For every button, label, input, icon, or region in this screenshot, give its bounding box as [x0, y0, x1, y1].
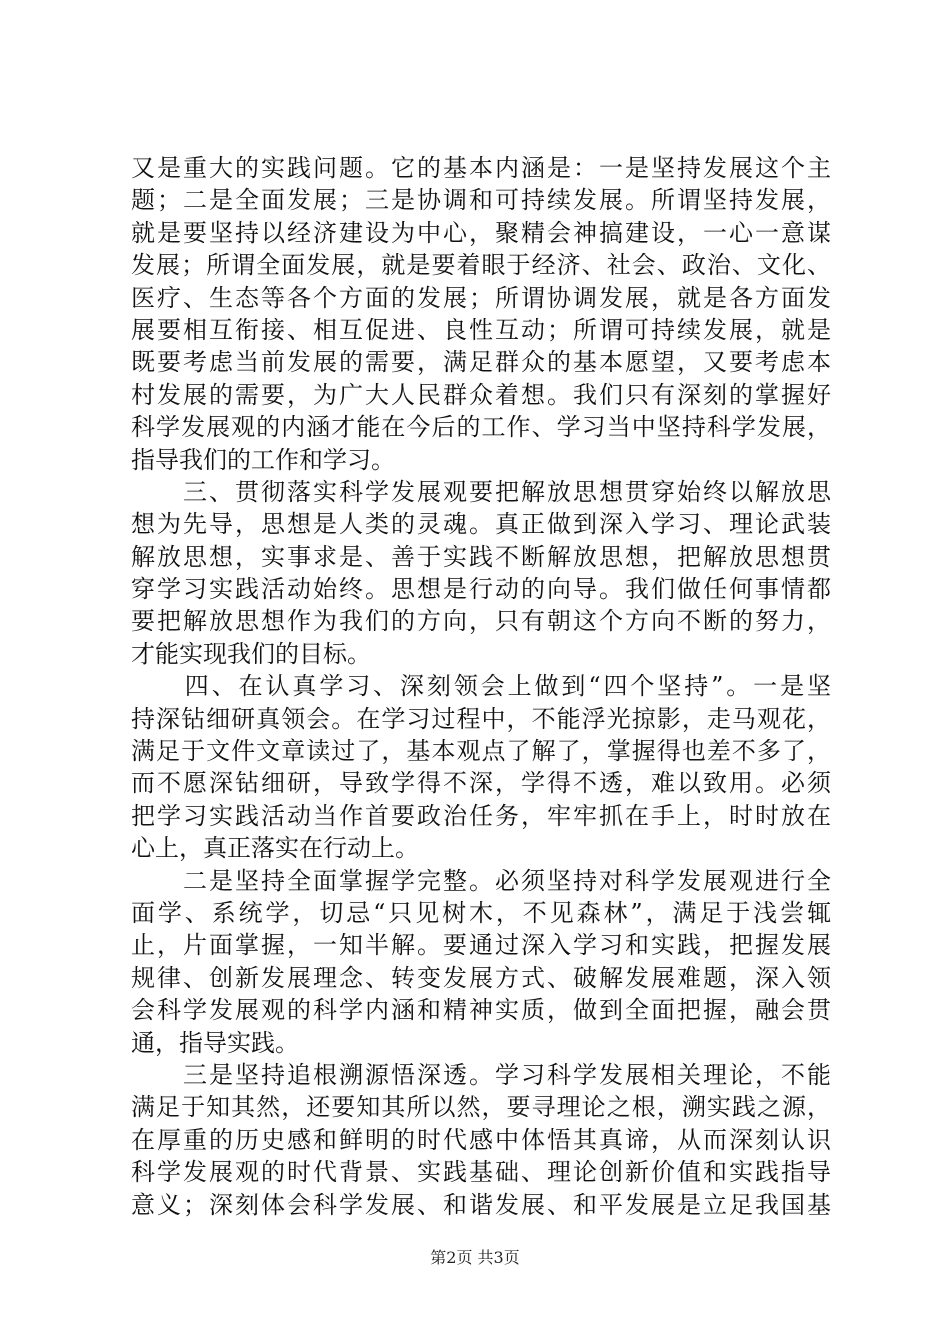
text-line: 满足于文件文章读过了，基本观点了解了，掌握得也差不多了，: [131, 737, 831, 766]
text-line: 想为先导，思想是人类的灵魂。真正做到深入学习、理论武装: [131, 510, 831, 539]
text-line: 指导我们的工作和学习。: [131, 445, 395, 474]
text-line: 规律、创新发展理念、转变发展方式、破解发展难题，深入领: [131, 963, 831, 992]
text-line: 持深钻细研真领会。在学习过程中，不能浮光掠影，走马观花，: [131, 704, 831, 733]
text-line: 又是重大的实践问题。它的基本内涵是：一是坚持发展这个主: [131, 154, 831, 182]
text-line: 通，指导实践。: [131, 1028, 299, 1057]
text-line: 而不愿深钻细研，导致学得不深，学得不透，难以致用。必须: [131, 769, 831, 798]
text-line: 要把解放思想作为我们的方向，只有朝这个方向不断的努力，: [131, 607, 831, 636]
text-line: 心上，真正落实在行动上。: [131, 834, 419, 863]
text-line: 发展；所谓全面发展，就是要着眼于经济、社会、政治、文化、: [131, 251, 831, 280]
text-line: 村发展的需要，为广大人民群众着想。我们只有深刻的掌握好: [131, 380, 831, 409]
text-line: 解放思想，实事求是、善于实践不断解放思想，把解放思想贯: [131, 542, 831, 571]
text-line: 在厚重的历史感和鲜明的时代感中体悟其真谛，从而深刻认识: [131, 1125, 831, 1154]
text-line: 就是要坚持以经济建设为中心，聚精会神搞建设，一心一意谋: [131, 218, 831, 247]
text-line: 把学习实践活动当作首要政治任务，牢牢抓在手上，时时放在: [131, 801, 831, 830]
text-line: 既要考虑当前发展的需要，满足群众的基本愿望，又要考虑本: [131, 348, 831, 377]
text-line: 穿学习实践活动始终。思想是行动的向导。我们做任何事情都: [131, 575, 831, 604]
text-line: 面学、系统学，切忌“只见树木，不见森林”，满足于浅尝辄: [131, 898, 831, 927]
text-line: 医疗、生态等各个方面的发展；所谓协调发展，就是各方面发: [131, 283, 831, 312]
text-line: 三、贯彻落实科学发展观要把解放思想贯穿始终以解放思: [131, 477, 831, 506]
text-line: 二是坚持全面掌握学完整。必须坚持对科学发展观进行全: [131, 866, 831, 895]
text-line: 科学发展观的内涵才能在今后的工作、学习当中坚持科学发展，: [131, 413, 831, 442]
text-line: 展要相互衔接、相互促进、良性互动；所谓可持续发展，就是: [131, 315, 831, 344]
text-line: 意义；深刻体会科学发展、和谐发展、和平发展是立足我国基: [131, 1190, 831, 1219]
text-line: 四、在认真学习、深刻领会上做到“四个坚持”。一是坚: [131, 672, 831, 701]
text-line: 会科学发展观的科学内涵和精神实质，做到全面把握，融会贯: [131, 996, 831, 1025]
page-footer: 第2页 共3页: [430, 1248, 520, 1267]
text-line: 满足于知其然，还要知其所以然，要寻理论之根，溯实践之源，: [131, 1093, 831, 1122]
text-line: 止，片面掌握，一知半解。要通过深入学习和实践，把握发展: [131, 931, 831, 960]
text-line: 三是坚持追根溯源悟深透。学习科学发展相关理论，不能: [131, 1060, 831, 1089]
text-line: 题；二是全面发展；三是协调和可持续发展。所谓坚持发展，: [131, 186, 831, 215]
text-line: 科学发展观的时代背景、实践基础、理论创新价值和实践指导: [131, 1158, 831, 1187]
body-text: [131, 152, 831, 1221]
text-line: 才能实现我们的目标。: [131, 639, 371, 668]
